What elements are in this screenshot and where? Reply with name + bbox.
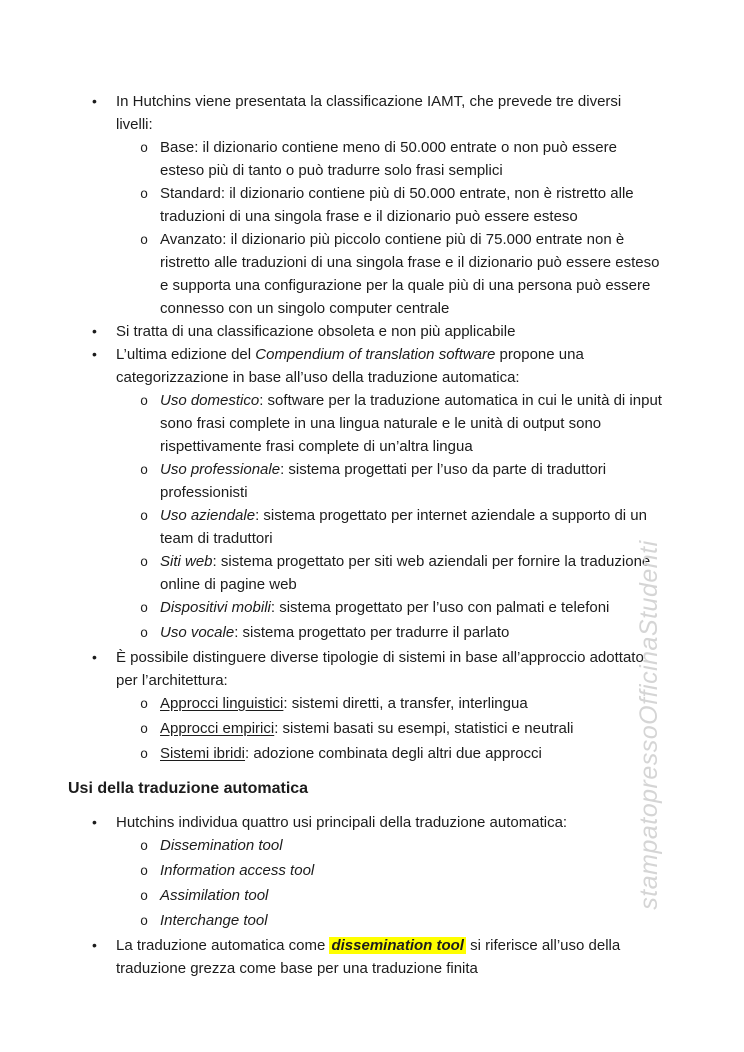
item-text — [160, 550, 662, 596]
sub-bullet-item — [140, 909, 662, 934]
text-segment: La traduzione automatica come — [116, 937, 330, 954]
bullet-item — [92, 343, 662, 389]
text-segment: Dispositivi mobili — [160, 599, 271, 616]
circle-marker-icon: o — [140, 698, 149, 713]
circle-marker-icon: o — [140, 748, 149, 763]
bullet-item — [92, 320, 662, 343]
item-text — [160, 504, 662, 550]
text-segment: Uso professionale — [160, 461, 281, 478]
text-segment: Uso vocale — [160, 624, 235, 641]
text-segment: Avanzato: il dizionario più piccolo contiene più di 75.000 entrate non è ristretto alle traduzioni di una singola frase e il dizionario può essere esteso e supporta una configurazione per la quale più di una persona può essere connesso con un singolo computer centrale — [160, 231, 660, 317]
circle-marker-icon: o — [140, 556, 149, 571]
text-segment: si riferisce all’uso della traduzione grezza come base per una traduzione finita — [116, 937, 621, 977]
sub-bullet-item — [140, 550, 662, 596]
item-text — [116, 934, 662, 980]
text-segment: : sistemi diretti, a transfer, interlingua — [283, 695, 528, 712]
text-segment: : adozione combinata degli altri due approcci — [245, 745, 542, 762]
sub-bullet-item — [140, 621, 662, 646]
item-text — [160, 621, 662, 644]
circle-marker-icon: o — [140, 234, 149, 249]
item-text — [160, 228, 662, 320]
section-heading: Usi della traduzione automatica — [68, 780, 309, 797]
text-segment: Uso aziendale — [160, 507, 256, 524]
sub-bullet-item — [140, 859, 662, 884]
text-segment: : sistema progettati per l’uso da parte di traduttori professionisti — [160, 461, 607, 501]
bullet-item — [92, 90, 662, 136]
circle-marker-icon: o — [140, 627, 149, 642]
sub-bullet-item — [140, 228, 662, 320]
item-text — [160, 182, 662, 228]
bullet-item — [92, 934, 662, 980]
item-text — [116, 646, 662, 692]
item-text — [160, 717, 662, 740]
sub-bullet-item — [140, 742, 662, 767]
text-segment: : software per la traduzione automatica in cui le unità di input sono frasi complete in una lingua naturale e le unità di output sono rispettivamente frasi complete di un’altra lingua — [160, 392, 662, 455]
sub-bullet-item — [140, 458, 662, 504]
item-text — [160, 884, 662, 907]
item-text — [116, 811, 662, 834]
sub-bullet-item — [140, 136, 662, 182]
text-segment: : sistema progettato per l’uso con palmati e telefoni — [270, 599, 610, 616]
bullet-marker-icon: • — [92, 937, 97, 953]
item-text — [160, 389, 662, 458]
circle-marker-icon: o — [140, 142, 149, 157]
text-segment: L’ultima edizione del — [116, 346, 256, 363]
bullet-item — [92, 646, 662, 692]
text-segment: È possibile distinguere diverse tipologie di sistemi in base all’approccio adottato per l’architettura: — [116, 649, 644, 689]
text-segment: : sistemi basati su esempi, statistici e neutrali — [274, 720, 574, 737]
circle-marker-icon: o — [140, 602, 149, 617]
text-segment: Information access tool — [160, 862, 315, 879]
text-segment: Si tratta di una classificazione obsoleta e non più applicabile — [116, 323, 516, 340]
item-text — [160, 136, 662, 182]
text-segment: Sistemi ibridi — [160, 745, 246, 762]
text-segment: Hutchins individua quattro usi principali della traduzione automatica: — [116, 814, 568, 831]
text-segment: Siti web — [160, 553, 213, 570]
circle-marker-icon: o — [140, 395, 149, 410]
item-text — [116, 90, 662, 136]
circle-marker-icon: o — [140, 464, 149, 479]
text-segment: In Hutchins viene presentata la classificazione IAMT, che prevede tre diversi livelli: — [116, 93, 622, 133]
text-segment: : sistema progettato per siti web aziendali per fornire la traduzione online di pagine web — [160, 553, 651, 593]
circle-marker-icon: o — [140, 840, 149, 855]
sub-bullet-item — [140, 834, 662, 859]
item-text — [160, 742, 662, 765]
text-segment: Approcci empirici — [160, 720, 275, 737]
sub-bullet-item — [140, 717, 662, 742]
sub-bullet-item — [140, 389, 662, 458]
bullet-marker-icon: • — [92, 649, 97, 665]
circle-marker-icon: o — [140, 723, 149, 738]
sub-bullet-item — [140, 504, 662, 550]
watermark: stampatopressoOfficinaStudenti — [635, 540, 663, 910]
text-segment: Base: il dizionario contiene meno di 50.000 entrate o non può essere esteso più di tanto o può tradurre solo frasi semplici — [160, 139, 617, 179]
bullet-marker-icon: • — [92, 93, 97, 109]
bullet-marker-icon: • — [92, 323, 97, 339]
item-text — [116, 320, 662, 343]
item-text — [160, 909, 662, 932]
circle-marker-icon: o — [140, 865, 149, 880]
bullet-marker-icon: • — [92, 814, 97, 830]
sub-bullet-item — [140, 884, 662, 909]
item-text — [160, 596, 662, 619]
text-segment: propone una categorizzazione in base all’uso della traduzione automatica: — [116, 346, 584, 386]
text-segment: Interchange tool — [160, 912, 268, 929]
text-segment: Compendium of translation software — [255, 346, 496, 363]
document-content — [68, 90, 662, 980]
text-segment: Approcci linguistici — [160, 695, 284, 712]
circle-marker-icon: o — [140, 915, 149, 930]
circle-marker-icon: o — [140, 188, 149, 203]
text-segment: Assimilation tool — [160, 887, 269, 904]
item-text — [160, 834, 662, 857]
text-segment: : sistema progettato per tradurre il parlato — [234, 624, 510, 641]
bullet-marker-icon: • — [92, 346, 97, 362]
text-segment: Standard: il dizionario contiene più di 50.000 entrate, non è ristretto alle traduzioni di una singola frase e il dizionario può essere esteso — [160, 185, 634, 225]
item-text — [160, 692, 662, 715]
item-text — [160, 859, 662, 882]
sub-bullet-item — [140, 596, 662, 621]
text-segment: Dissemination tool — [160, 837, 283, 854]
sub-bullet-item — [140, 182, 662, 228]
text-segment: : sistema progettato per internet aziendale a supporto di un team di traduttori — [160, 507, 647, 547]
highlighted-term: dissemination tool — [331, 937, 464, 954]
circle-marker-icon: o — [140, 890, 149, 905]
circle-marker-icon: o — [140, 510, 149, 525]
text-segment: Uso domestico — [160, 392, 260, 409]
item-text — [116, 343, 662, 389]
sub-bullet-item — [140, 692, 662, 717]
bullet-item — [92, 811, 662, 834]
item-text — [160, 458, 662, 504]
